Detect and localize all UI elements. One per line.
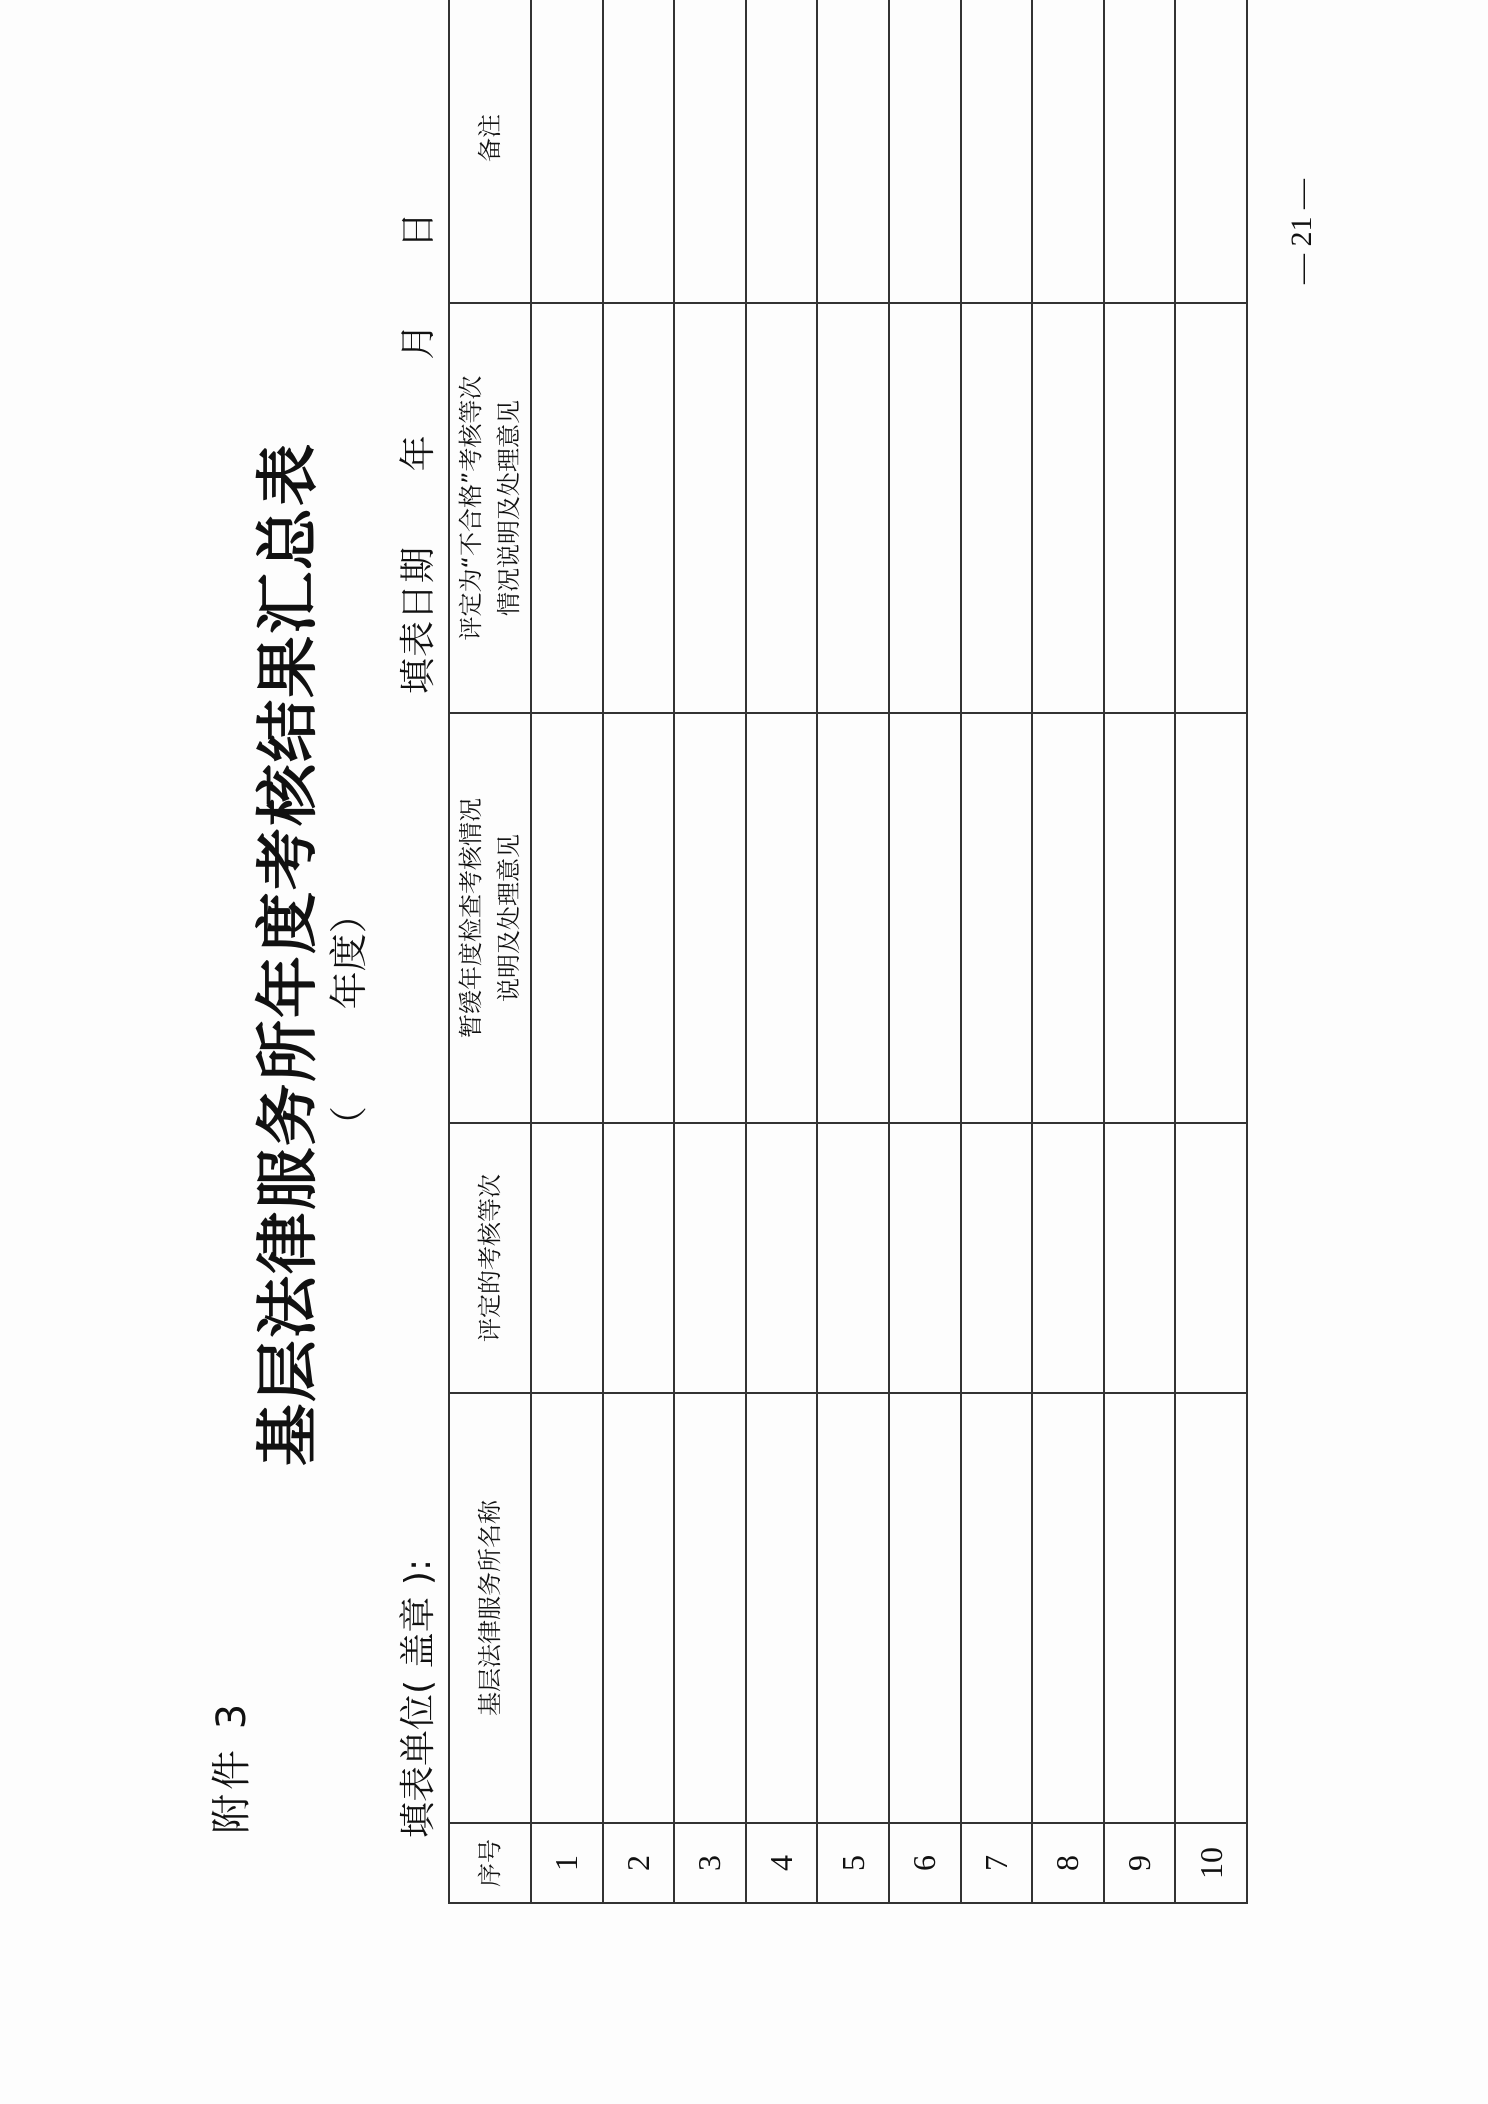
empty-cell[interactable]	[1175, 713, 1247, 1123]
empty-cell[interactable]	[603, 1393, 675, 1823]
empty-cell[interactable]	[961, 1123, 1033, 1393]
empty-cell[interactable]	[817, 713, 889, 1123]
empty-cell[interactable]	[961, 1393, 1033, 1823]
empty-cell[interactable]	[1175, 1393, 1247, 1823]
empty-cell[interactable]	[674, 1393, 746, 1823]
empty-cell[interactable]	[1032, 713, 1104, 1123]
empty-cell[interactable]	[1175, 303, 1247, 713]
empty-cell[interactable]	[674, 1123, 746, 1393]
empty-cell[interactable]	[531, 0, 603, 303]
header-suspend	[449, 713, 531, 1123]
header-name: 基层法律服务所名称	[449, 1393, 531, 1823]
empty-cell[interactable]	[531, 1123, 603, 1393]
row-number-cell: 10	[1175, 1823, 1247, 1903]
empty-cell[interactable]	[889, 303, 961, 713]
empty-cell[interactable]	[817, 1123, 889, 1393]
empty-cell[interactable]	[674, 303, 746, 713]
empty-cell[interactable]	[1104, 713, 1176, 1123]
header-fail-line1: 评定为“不合格”考核等次	[457, 375, 485, 641]
row-number-cell: 6	[889, 1823, 961, 1903]
table-row	[961, 0, 1033, 1903]
attachment-label: 附件 3	[209, 1699, 255, 1834]
header-fail	[449, 303, 531, 713]
row-number-cell: 7	[961, 1823, 1033, 1903]
empty-cell[interactable]	[817, 0, 889, 303]
empty-cell[interactable]	[746, 1393, 818, 1823]
summary-table	[448, 0, 1248, 1904]
table-row	[1175, 0, 1247, 1903]
empty-cell[interactable]	[746, 1123, 818, 1393]
table-row	[746, 0, 818, 1903]
empty-cell[interactable]	[889, 713, 961, 1123]
fill-date-label: 填表日期 年 月 日	[398, 211, 439, 694]
empty-cell[interactable]	[1032, 0, 1104, 303]
header-grade: 评定的考核等次	[449, 1123, 531, 1393]
table-row	[1104, 0, 1176, 1903]
form-title: 基层法律服务所年度考核结果汇总表	[251, 442, 324, 1467]
table-row	[817, 0, 889, 1903]
empty-cell[interactable]	[1104, 1123, 1176, 1393]
empty-cell[interactable]	[746, 713, 818, 1123]
row-number-cell: 5	[817, 1823, 889, 1903]
row-number-cell: 9	[1104, 1823, 1176, 1903]
header-suspend-line1: 暂缓年度检查考核情况	[457, 798, 485, 1038]
table-row	[674, 0, 746, 1903]
table-row	[1032, 0, 1104, 1903]
empty-cell[interactable]	[1032, 1123, 1104, 1393]
empty-cell[interactable]	[603, 0, 675, 303]
empty-cell[interactable]	[1175, 1123, 1247, 1393]
table-body	[531, 0, 1247, 1903]
table-row	[531, 0, 603, 1903]
table-row	[603, 0, 675, 1903]
empty-cell[interactable]	[889, 1393, 961, 1823]
empty-cell[interactable]	[531, 713, 603, 1123]
empty-cell[interactable]	[1104, 303, 1176, 713]
empty-cell[interactable]	[746, 303, 818, 713]
empty-cell[interactable]	[889, 0, 961, 303]
empty-cell[interactable]	[961, 303, 1033, 713]
year-line: （ 年度）	[327, 895, 371, 1144]
empty-cell[interactable]	[817, 1393, 889, 1823]
header-suspend-line2: 说明及处理意见	[495, 834, 523, 1002]
empty-cell[interactable]	[961, 713, 1033, 1123]
empty-cell[interactable]	[603, 713, 675, 1123]
table-row	[889, 0, 961, 1903]
empty-cell[interactable]	[1175, 0, 1247, 303]
row-number-cell: 3	[674, 1823, 746, 1903]
empty-cell[interactable]	[674, 713, 746, 1123]
empty-cell[interactable]	[1104, 0, 1176, 303]
empty-cell[interactable]	[531, 1393, 603, 1823]
empty-cell[interactable]	[1104, 1393, 1176, 1823]
page-number: — 21 —	[1285, 179, 1318, 284]
row-number-cell: 2	[603, 1823, 675, 1903]
empty-cell[interactable]	[603, 303, 675, 713]
header-fail-line2: 情况说明及处理意见	[495, 400, 523, 616]
header-remarks: 备注	[449, 0, 531, 303]
empty-cell[interactable]	[1032, 303, 1104, 713]
table-header-row	[449, 0, 531, 1903]
empty-cell[interactable]	[531, 303, 603, 713]
empty-cell[interactable]	[603, 1123, 675, 1393]
empty-cell[interactable]	[746, 0, 818, 303]
fill-unit-label: 填表单位( 盖章 ):	[398, 1558, 439, 1838]
header-seq: 序号	[449, 1823, 531, 1903]
row-number-cell: 1	[531, 1823, 603, 1903]
row-number-cell: 4	[746, 1823, 818, 1903]
row-number-cell: 8	[1032, 1823, 1104, 1903]
empty-cell[interactable]	[817, 303, 889, 713]
empty-cell[interactable]	[674, 0, 746, 303]
empty-cell[interactable]	[1032, 1393, 1104, 1823]
empty-cell[interactable]	[889, 1123, 961, 1393]
empty-cell[interactable]	[961, 0, 1033, 303]
